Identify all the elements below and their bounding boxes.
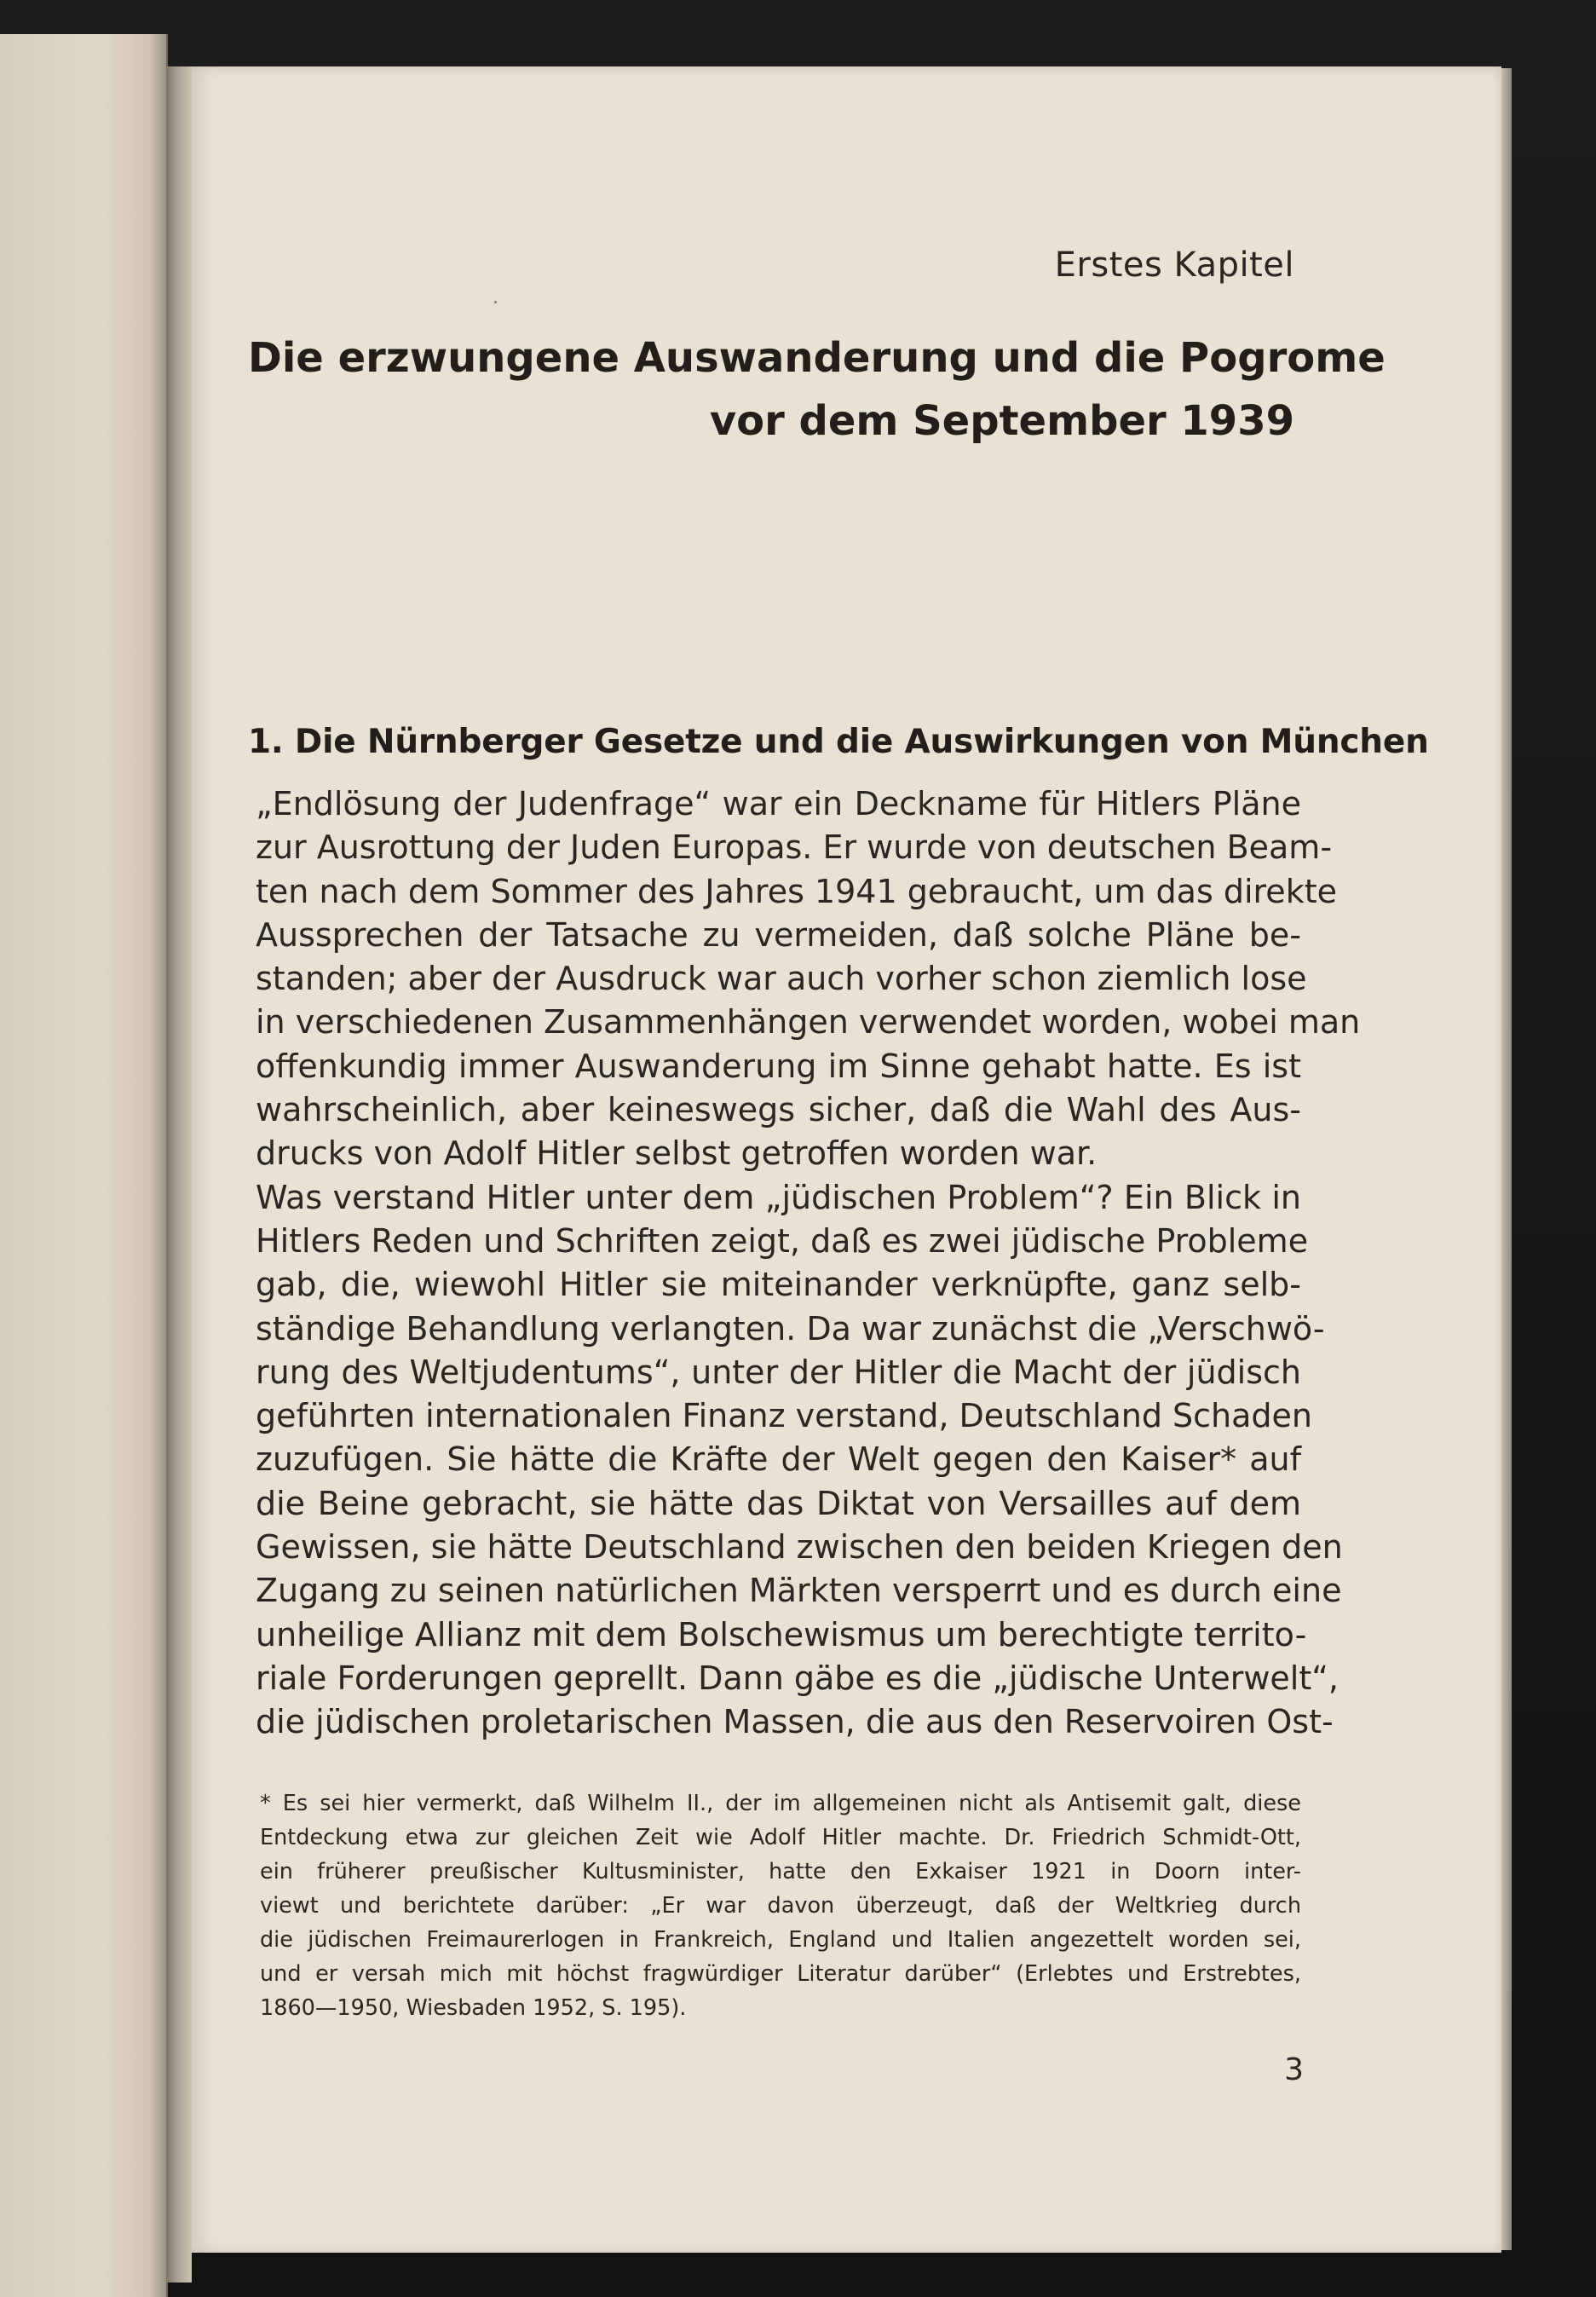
chapter-title xyxy=(248,326,1386,453)
body-line: Was verstand Hitler unter dem „jüdischen Problem“? Ein Blick in xyxy=(256,1178,1301,1216)
footnote-line: viewt und berichtete darüber: „Er war davon überzeugt, daß der Weltkrieg durch xyxy=(260,1893,1301,1919)
body-line: zur Ausrottung der Juden Europas. Er wurde von deutschen Beam- xyxy=(256,828,1333,867)
book-page xyxy=(192,66,1501,2253)
body-line: rung des Weltjudentums“, unter der Hitler die Macht der jüdisch xyxy=(256,1353,1301,1391)
page-edge xyxy=(1501,68,1512,2250)
chapter-title-line-1: Die erzwungene Auswanderung und die Pogrome xyxy=(248,334,1386,382)
body-line: drucks von Adolf Hitler selbst getroffen worden war. xyxy=(256,1134,1098,1173)
body-line: unheilige Allianz mit dem Bolschewismus um berechtigte territo- xyxy=(256,1615,1307,1653)
body-line: standen; aber der Ausdruck war auch vorher schon ziemlich lose xyxy=(256,960,1307,998)
body-line: Gewissen, sie hätte Deutschland zwischen den beiden Kriegen den xyxy=(256,1528,1343,1567)
body-line: offenkundig immer Auswanderung im Sinne gehabt hatte. Es ist xyxy=(256,1047,1301,1085)
body-line: Zugang zu seinen natürlichen Märkten versperrt und es durch eine xyxy=(256,1572,1342,1610)
body-line: die jüdischen proletarischen Massen, die aus den Reservoiren Ost- xyxy=(256,1703,1334,1741)
body-line: gab, die, wiewohl Hitler sie miteinander verknüpfte, ganz selb- xyxy=(256,1266,1301,1304)
body-line: ten nach dem Sommer des Jahres 1941 gebraucht, um das direkte xyxy=(256,872,1337,910)
footnote-line: ein früherer preußischer Kultusminister, hatte den Exkaiser 1921 in Doorn inter- xyxy=(260,1859,1301,1884)
footnote-line: 1860—1950, Wiesbaden 1952, S. 195). xyxy=(260,1995,687,2021)
section-heading: 1. Die Nürnberger Gesetze und die Auswirkungen von München xyxy=(248,723,1429,761)
body-line: geführten internationalen Finanz verstand, Deutschland Schaden xyxy=(256,1397,1312,1435)
chapter-label: Erstes Kapitel xyxy=(1054,245,1294,285)
footnote-line: Entdeckung etwa zur gleichen Zeit wie Adolf Hitler machte. Dr. Friedrich Schmidt-Ott, xyxy=(260,1825,1301,1850)
body-line: in verschiedenen Zusammenhängen verwendet worden, wobei man xyxy=(256,1003,1361,1042)
footnote-line: * Es sei hier vermerkt, daß Wilhelm II., der im allgemeinen nicht als Antisemit galt, diese xyxy=(260,1791,1301,1816)
body-line: Aussprechen der Tatsache zu vermeiden, daß solche Pläne be- xyxy=(256,915,1301,954)
chapter-title-line-2: vor dem September 1939 xyxy=(709,397,1294,445)
body-line: „Endlösung der Judenfrage“ war ein Deckname für Hitlers Pläne xyxy=(256,785,1301,822)
page-number: 3 xyxy=(1284,2052,1304,2087)
left-facing-page xyxy=(0,34,168,2297)
body-line: wahrscheinlich, aber keineswegs sicher, daß die Wahl des Aus- xyxy=(256,1091,1301,1129)
book-gutter xyxy=(166,66,192,2283)
body-line: ständige Behandlung verlangten. Da war zunächst die „Verschwö- xyxy=(256,1309,1325,1348)
body-line: Hitlers Reden und Schriften zeigt, daß es zwei jüdische Probleme xyxy=(256,1221,1309,1260)
body-text xyxy=(256,782,1361,1745)
footnote-line: und er versah mich mit höchst fragwürdiger Literatur darüber“ (Erlebtes und Erstrebtes, xyxy=(260,1961,1301,1987)
body-line: riale Forderungen geprellt. Dann gäbe es die „jüdische Unterwelt“, xyxy=(256,1659,1339,1697)
body-line: die Beine gebracht, sie hätte das Diktat von Versailles auf dem xyxy=(256,1484,1301,1522)
footnote xyxy=(260,1786,1301,2025)
paper-speck xyxy=(494,301,497,303)
footnote-line: die jüdischen Freimaurerlogen in Frankreich, England und Italien angezettelt worden sei, xyxy=(260,1927,1301,1953)
body-line: zuzufügen. Sie hätte die Kräfte der Welt gegen den Kaiser* auf xyxy=(256,1440,1301,1479)
